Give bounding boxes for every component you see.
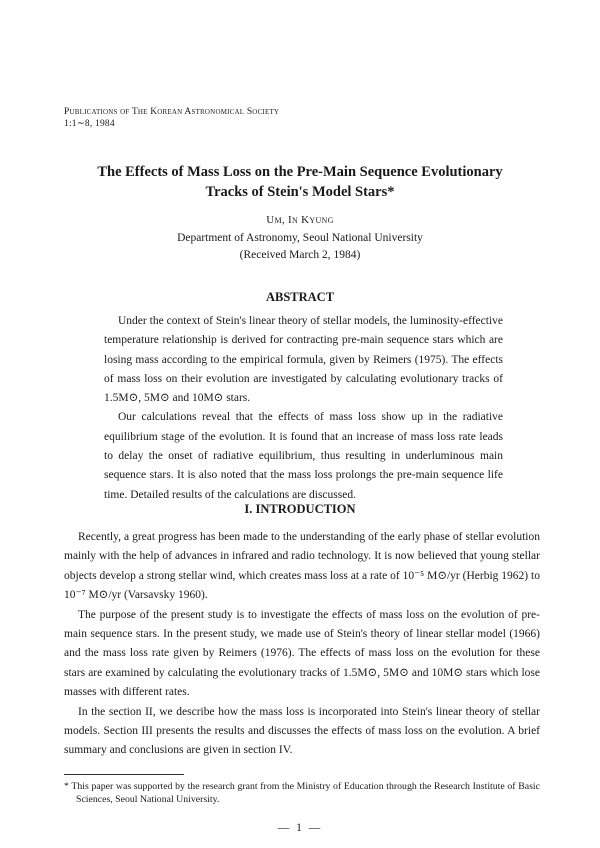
introduction-body bbox=[64, 528, 540, 761]
title-line-1: The Effects of Mass Loss on the Pre-Main Sequence Evolutionary bbox=[97, 164, 503, 180]
body-paragraph: The purpose of the present study is to investigate the effects of mass loss on the evolution of pre-main sequence stars. In the present study, we made use of Stein's theory of linear stellar model (1966) and the mass loss rate given by Reimers (1976). The effects of mass loss on the evolution for these stars are examined by calculating the evolutionary tracks of 1.5M⊙, 5M⊙ and 10M⊙ stars which lose masses with different rates. bbox=[64, 608, 540, 699]
footnote-text: * This paper was supported by the research grant from the Ministry of Education through the Research Institute of Basic Sciences, Seoul National University. bbox=[64, 781, 540, 805]
footnote-divider bbox=[64, 774, 184, 775]
received-date: (Received March 2, 1984) bbox=[239, 249, 361, 261]
body-paragraph: In the section II, we describe how the mass loss is incorporated into Stein's linear theory of stellar models. Section III presents the results and discusses the effects of mass loss on the evolution. A brief summary and conclusions are given in section IV. bbox=[64, 705, 540, 757]
body-paragraph: Recently, a great progress has been made to the understanding of the early phase of stellar evolution mainly with the help of advances in infrared and radio technology. It is now believed that young stellar objects develop a strong stellar wind, which creates mass loss at a rate of 10⁻⁵ M⊙/yr (Herbig 1962) to 10⁻⁷ M⊙/yr (Varsavsky 1960). bbox=[64, 531, 540, 602]
footnote bbox=[64, 780, 540, 806]
section-heading-introduction: I. INTRODUCTION bbox=[244, 502, 356, 516]
abstract-body bbox=[104, 312, 503, 505]
title-line-2: Tracks of Stein's Model Stars* bbox=[205, 184, 395, 200]
author-name: Um, In Kyung bbox=[266, 214, 334, 226]
journal-citation: 1:1∼8, 1984 bbox=[64, 119, 115, 129]
paper-title bbox=[40, 162, 560, 202]
journal-header bbox=[64, 106, 279, 130]
author-affiliation: Department of Astronomy, Seoul National University bbox=[177, 232, 423, 244]
journal-name: Publications of The Korean Astronomical Society bbox=[64, 107, 280, 117]
abstract-paragraph: Our calculations reveal that the effects of mass loss show up in the radiative equilibrium stage of the evolution. It is found that an increase of mass loss rate leads to delay the onset of radiative equilibrium, thus resulting in underluminous main sequence stars. It is also noted that the mass loss prolongs the pre-main sequence life time. Detailed results of the calculations are discussed. bbox=[104, 411, 503, 501]
abstract-paragraph: Under the context of Stein's linear theory of stellar models, the luminosity-effective temperature relationship is derived for contracting pre-main sequence stars which are losing mass according to the empirical formula, given by Reimers (1975). The effects of mass loss on their evolution are investigated by calculating evolutionary tracks of 1.5M⊙, 5M⊙ and 10M⊙ stars. bbox=[104, 315, 503, 405]
abstract-heading: ABSTRACT bbox=[265, 290, 335, 304]
page-number: — 1 — bbox=[277, 822, 323, 834]
